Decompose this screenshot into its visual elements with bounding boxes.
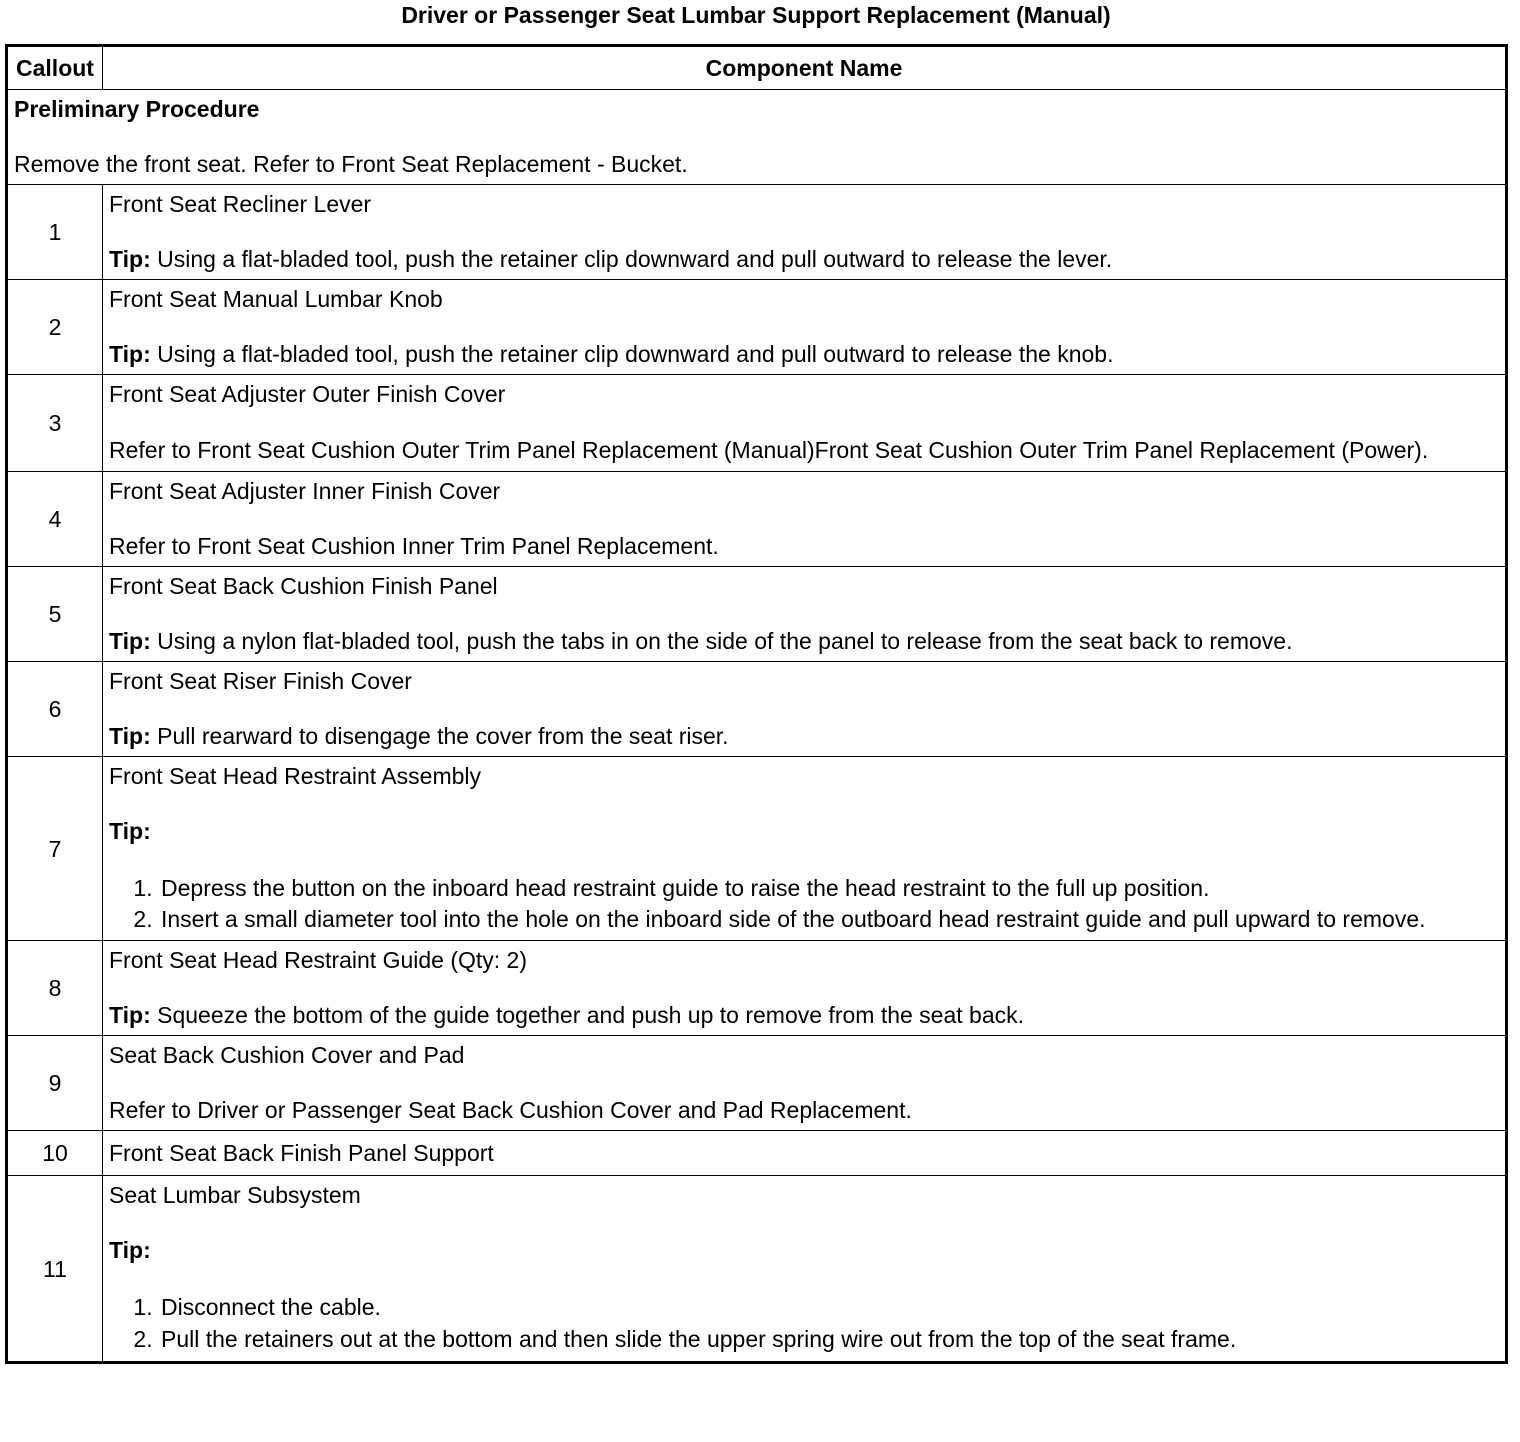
component-name: Seat Back Cushion Cover and Pad — [109, 1042, 465, 1068]
list-item: 2. Pull the retainers out at the bottom and then slide the upper spring wire out from the top of the seat frame. — [159, 1323, 1499, 1355]
component-cell — [103, 1131, 1507, 1176]
list-item: 1. Disconnect the cable. — [159, 1291, 1499, 1323]
page-title: Driver or Passenger Seat Lumbar Support Replacement (Manual) — [401, 2, 1111, 28]
component-name: Front Seat Head Restraint Guide (Qty: 2) — [109, 947, 528, 973]
component-cell — [103, 941, 1507, 1036]
table-row — [7, 757, 1507, 941]
tip-label: Tip: — [109, 628, 151, 654]
table-row — [7, 375, 1507, 472]
reference-text: Refer to Front Seat Cushion Outer Trim Panel Replacement (Manual)Front Seat Cushion Outer Trim Panel Replacement (Power). — [109, 437, 1429, 463]
tip-label: Tip: — [109, 341, 151, 367]
component-name: Front Seat Head Restraint Assembly — [109, 763, 481, 789]
component-cell — [103, 185, 1507, 280]
list-item: 1. Depress the button on the inboard head restraint guide to raise the head restraint to the full up position. — [159, 872, 1499, 904]
callout-number: 7 — [7, 757, 103, 941]
component-cell — [103, 662, 1507, 757]
component-name: Front Seat Recliner Lever — [109, 191, 372, 217]
procedure-table — [5, 44, 1508, 1364]
preliminary-row — [7, 90, 1507, 185]
tip-text: Tip: Pull rearward to disengage the cover from the seat riser. — [109, 723, 729, 749]
tip-label: Tip: — [109, 1002, 151, 1028]
table-row — [7, 185, 1507, 280]
table-row — [7, 280, 1507, 375]
component-cell — [103, 757, 1507, 941]
component-name: Front Seat Adjuster Outer Finish Cover — [109, 381, 506, 407]
callout-number: 3 — [7, 375, 103, 472]
component-name: Front Seat Back Finish Panel Support — [109, 1140, 494, 1166]
component-cell — [103, 280, 1507, 375]
component-name: Seat Lumbar Subsystem — [109, 1182, 361, 1208]
tip-label: Tip: — [109, 818, 151, 844]
tip-text: Tip: Using a nylon flat-bladed tool, push the tabs in on the side of the panel to release from the seat back to remove. — [109, 628, 1293, 654]
preliminary-heading: Preliminary Procedure — [14, 96, 260, 122]
reference-text: Refer to Front Seat Cushion Inner Trim Panel Replacement. — [109, 533, 719, 559]
preliminary-text: Remove the front seat. Refer to Front Seat Replacement - Bucket. — [14, 151, 688, 177]
tip-text: Tip: Using a flat-bladed tool, push the retainer clip downward and pull outward to release the knob. — [109, 341, 1114, 367]
preliminary-cell — [7, 90, 1507, 185]
callout-number: 8 — [7, 941, 103, 1036]
tip-label: Tip: — [109, 246, 151, 272]
component-name: Front Seat Riser Finish Cover — [109, 668, 412, 694]
reference-text: Refer to Driver or Passenger Seat Back Cushion Cover and Pad Replacement. — [109, 1097, 912, 1123]
table-row — [7, 662, 1507, 757]
component-header: Component Name — [103, 46, 1507, 90]
header-row — [7, 46, 1507, 90]
step-list — [109, 1291, 1499, 1355]
callout-header: Callout — [7, 46, 103, 90]
component-cell — [103, 472, 1507, 567]
tip-text: Tip: Squeeze the bottom of the guide together and push up to remove from the seat back. — [109, 1002, 1025, 1028]
callout-number: 10 — [7, 1131, 103, 1176]
list-item: 2. Insert a small diameter tool into the hole on the inboard side of the outboard head restraint guide and pull upward to remove. — [159, 904, 1499, 934]
callout-number: 2 — [7, 280, 103, 375]
component-cell — [103, 1176, 1507, 1363]
component-name: Front Seat Manual Lumbar Knob — [109, 286, 443, 312]
callout-number: 9 — [7, 1036, 103, 1131]
table-row — [7, 941, 1507, 1036]
table-row — [7, 1131, 1507, 1176]
callout-number: 6 — [7, 662, 103, 757]
tip-label: Tip: — [109, 1237, 151, 1263]
component-name: Front Seat Back Cushion Finish Panel — [109, 573, 498, 599]
table-row — [7, 1036, 1507, 1131]
component-cell — [103, 375, 1507, 472]
table-row — [7, 567, 1507, 662]
callout-number: 5 — [7, 567, 103, 662]
tip-text: Tip: Using a flat-bladed tool, push the retainer clip downward and pull outward to release the lever. — [109, 246, 1113, 272]
step-list — [109, 872, 1499, 934]
callout-number: 1 — [7, 185, 103, 280]
callout-number: 4 — [7, 472, 103, 567]
callout-number: 11 — [7, 1176, 103, 1363]
component-cell — [103, 1036, 1507, 1131]
tip-label: Tip: — [109, 723, 151, 749]
table-row — [7, 472, 1507, 567]
component-cell — [103, 567, 1507, 662]
component-name: Front Seat Adjuster Inner Finish Cover — [109, 478, 501, 504]
table-row — [7, 1176, 1507, 1363]
